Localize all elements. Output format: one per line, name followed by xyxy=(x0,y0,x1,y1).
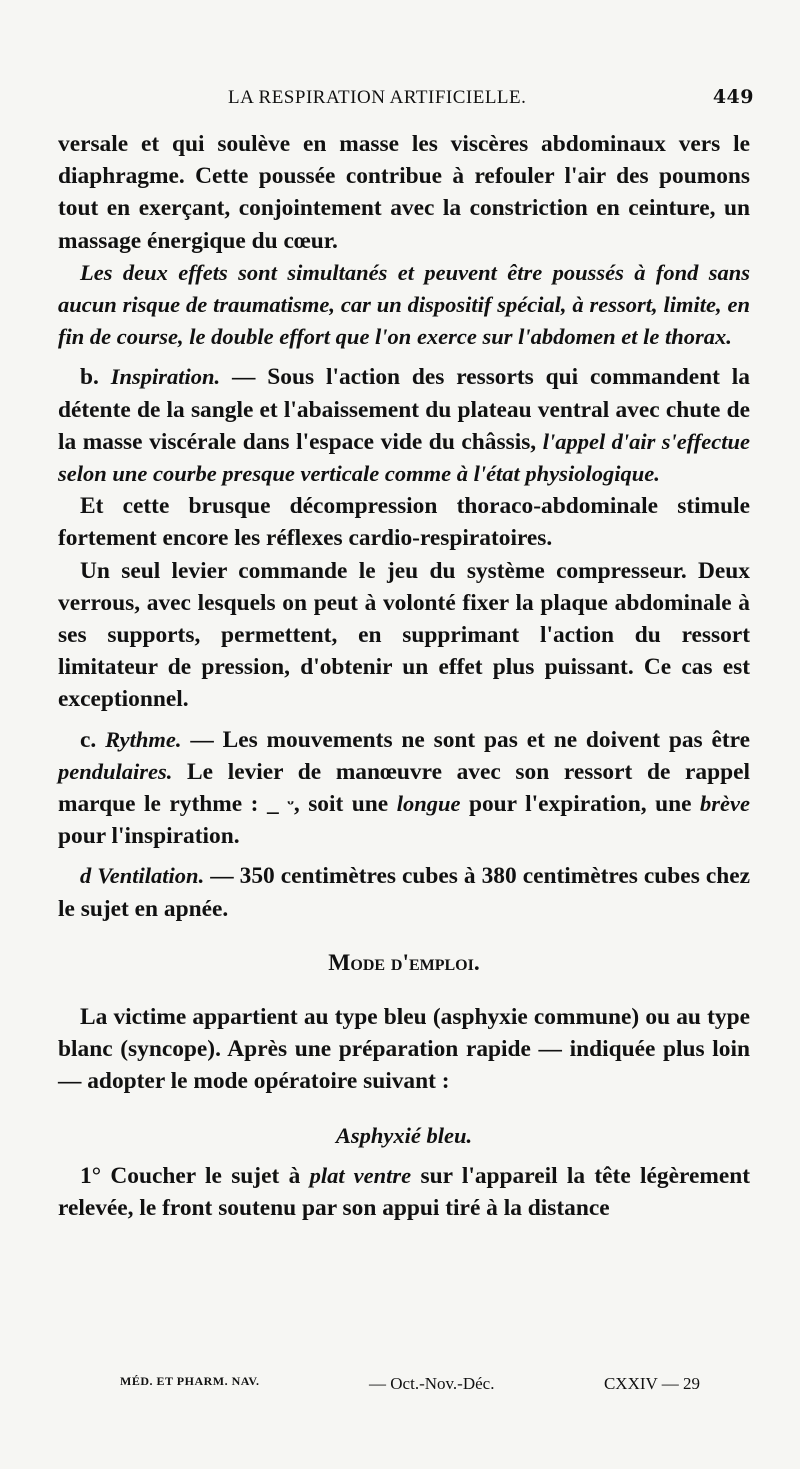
item-label-c: c. xyxy=(80,726,97,753)
paragraph-2 xyxy=(58,257,750,354)
rythme-text-a: — Les mouvements ne sont pas et ne doivent pas être xyxy=(181,726,750,753)
page-number: 449 xyxy=(712,86,754,108)
subsection-title-text: Asphyxié bleu. xyxy=(335,1122,473,1148)
paragraph-coucher xyxy=(58,1160,750,1224)
rythme-text-g: pour l'inspiration. xyxy=(58,823,240,850)
item-label-b: b. xyxy=(80,364,99,391)
inspiration-italic: l'appel d'air s'effectue selon une courbe presque verticale comme à l'état physiologique. xyxy=(58,428,750,487)
footer-journal: MÉD. ET PHARM. NAV. xyxy=(120,1374,260,1388)
term-ventilation: Ventilation. xyxy=(97,863,205,889)
footer-issue: — Oct.-Nov.-Déc. xyxy=(369,1374,495,1393)
item-label-d: d xyxy=(80,863,92,889)
step-number: 1° xyxy=(80,1162,102,1189)
running-header xyxy=(228,86,754,109)
footer-volume: CXXIV — 29 xyxy=(603,1374,700,1393)
term-inspiration: Inspiration. xyxy=(110,364,221,390)
paragraph-levier: Un seul levier commande le jeu du système compresseur. Deux verrous, avec lesquels on peut à volonté fixer la plaque abdominale à ses supports, permettent, en supprimant l'action du ressort limitateur de pression, d'obtenir un effet plus puissant. Ce cas est exceptionnel. xyxy=(58,557,750,713)
paragraph-victime: La victime appartient au type bleu (asphyxie commune) ou au type blanc (syncope). Après une préparation rapide — indiquée plus loin — adopter le mode opératoire suivant : xyxy=(58,1004,750,1095)
term-plat-ventre: plat ventre xyxy=(309,1162,412,1188)
paragraph-rythme xyxy=(58,724,750,853)
section-title: Mode d'emploi. xyxy=(328,949,480,976)
term-longue: longue xyxy=(396,791,461,817)
paragraph-1: versale et qui soulève en masse les viscères abdominaux vers le diaphragme. Cette poussée contribue à refouler l'air des poumons tout en exerçant, conjointement avec la constriction en ceinture, un massage énergique du cœur. xyxy=(58,131,750,254)
coucher-text-a: Coucher le sujet à xyxy=(101,1162,310,1189)
rythme-text-e: pour l'expiration, une xyxy=(460,791,701,818)
page-footer xyxy=(120,1374,700,1394)
term-pendulaires: pendulaires. xyxy=(58,758,173,784)
inspiration-text: — Sous l'action des ressorts qui commandent la détente de la sangle et l'abaissement du plateau ventral avec chute de la masse viscérale dans l'espace vide du châssis, xyxy=(58,364,750,455)
running-title: LA RESPIRATION ARTIFICIELLE. xyxy=(228,87,527,108)
term-breve: brève xyxy=(700,791,750,817)
term-rythme: Rythme. xyxy=(105,726,182,752)
subsection-title xyxy=(58,1120,750,1152)
paragraph-2-italic: Les deux effets sont simultanés et peuvent être poussés à fond sans aucun risque de traumatisme, car un dispositif spécial, à ressort, limite, en fin de course, le double effort que l'on exerce sur l'abdomen et le thorax. xyxy=(58,259,750,350)
coucher-text-c: sur l'appareil la tête légèrement relevée, le front soutenu par son appui tiré à la distance xyxy=(58,1162,751,1222)
ventilation-text: — 350 centimètres cubes à 380 centimètres cubes chez le sujet en apnée. xyxy=(58,863,750,922)
paragraph-decompression: Et cette brusque décompression thoraco-abdominale stimule fortement encore les réflexes cardio-respiratoires. xyxy=(58,493,750,552)
paragraph-inspiration xyxy=(58,361,750,490)
rythme-text-c: Le levier de manœuvre avec son ressort de rappel marque le rythme : _ ᵕ, soit une xyxy=(58,758,750,818)
body-text xyxy=(58,128,750,1224)
paragraph-ventilation xyxy=(58,860,750,924)
